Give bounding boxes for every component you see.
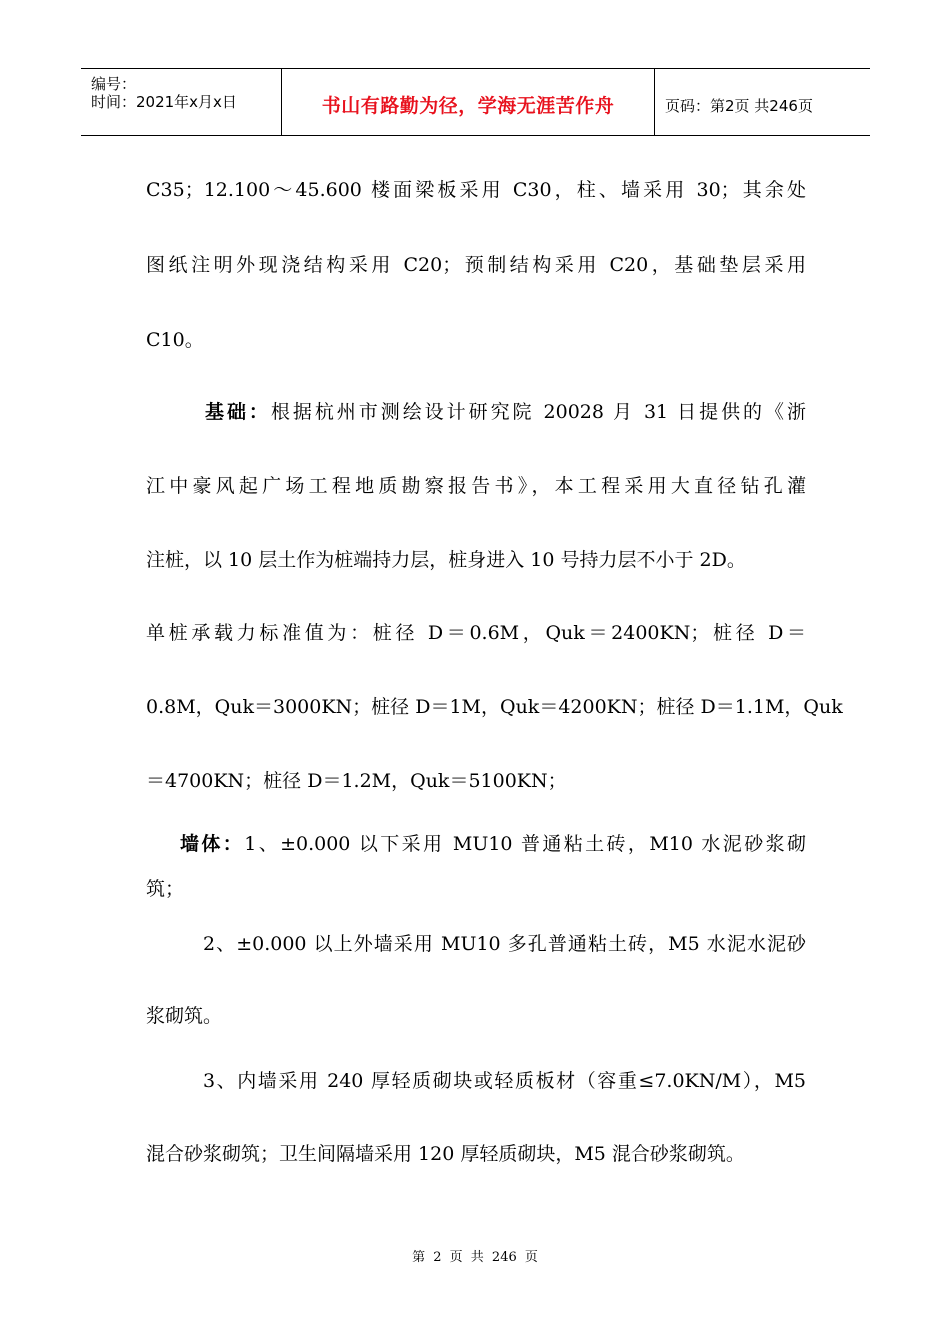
wall-text: 1、±0.000 以下采用 MU10 普通粘土砖，M10 水泥砂浆砌	[244, 833, 806, 855]
text-line: 注桩，以 10 层土作为桩端持力层，桩身进入 10 号持力层不小于 2D。	[146, 549, 746, 571]
page-header	[81, 68, 870, 136]
foundation-text: 根据杭州市测绘设计研究院 20028 月 31 日提供的《浙	[270, 401, 806, 423]
text-line: 图纸注明外现浇结构采用 C20；预制结构采用 C20，基础垫层采用	[146, 254, 806, 276]
text-line: 0.8M，Quk＝3000KN；桩径 D＝1M，Quk＝4200KN；桩径 D＝1.1M，Quk	[146, 696, 843, 718]
foundation-label: 基础：	[205, 401, 271, 423]
text-line: 2、±0.000 以上外墙采用 MU10 多孔普通粘土砖，M5 水泥水泥砂	[203, 933, 806, 955]
document-date: 时间：2021年x月x日	[91, 93, 237, 111]
text-line: ＝4700KN；桩径 D＝1.2M，Quk＝5100KN；	[146, 770, 567, 792]
text-line: 单桩承载力标准值为：桩径 D＝0.6M，Quk＝2400KN；桩径 D＝	[146, 622, 806, 644]
page-footer: 第 2 页 共 246 页	[412, 1250, 538, 1265]
foundation-paragraph-line	[205, 397, 806, 424]
wall-label: 墙体：	[180, 833, 245, 855]
text-line: C10。	[146, 329, 204, 351]
wall-paragraph-line	[180, 829, 806, 856]
text-line: 筑；	[146, 878, 185, 900]
header-motto: 书山有路勤为径，学海无涯苦作舟	[321, 95, 615, 117]
text-line: C35；12.100～45.600 楼面梁板采用 C30，柱、墙采用 30；其余处	[146, 179, 806, 201]
header-page-info: 页码：第2页 共246页	[665, 97, 813, 115]
text-line: 混合砂浆砌筑；卫生间隔墙采用 120 厚轻质砌块，M5 混合砂浆砌筑。	[146, 1143, 745, 1165]
header-motto-cell	[281, 69, 655, 135]
text-line: 3、内墙采用 240 厚轻质砌块或轻质板材（容重≤7.0KN/M），M5	[203, 1070, 806, 1092]
header-page-cell	[655, 69, 870, 135]
header-meta	[81, 69, 281, 135]
text-line: 江中豪风起广场工程地质勘察报告书》，本工程采用大直径钻孔灌	[146, 475, 806, 497]
document-number: 编号：	[91, 75, 137, 93]
text-line: 浆砌筑。	[146, 1005, 223, 1027]
